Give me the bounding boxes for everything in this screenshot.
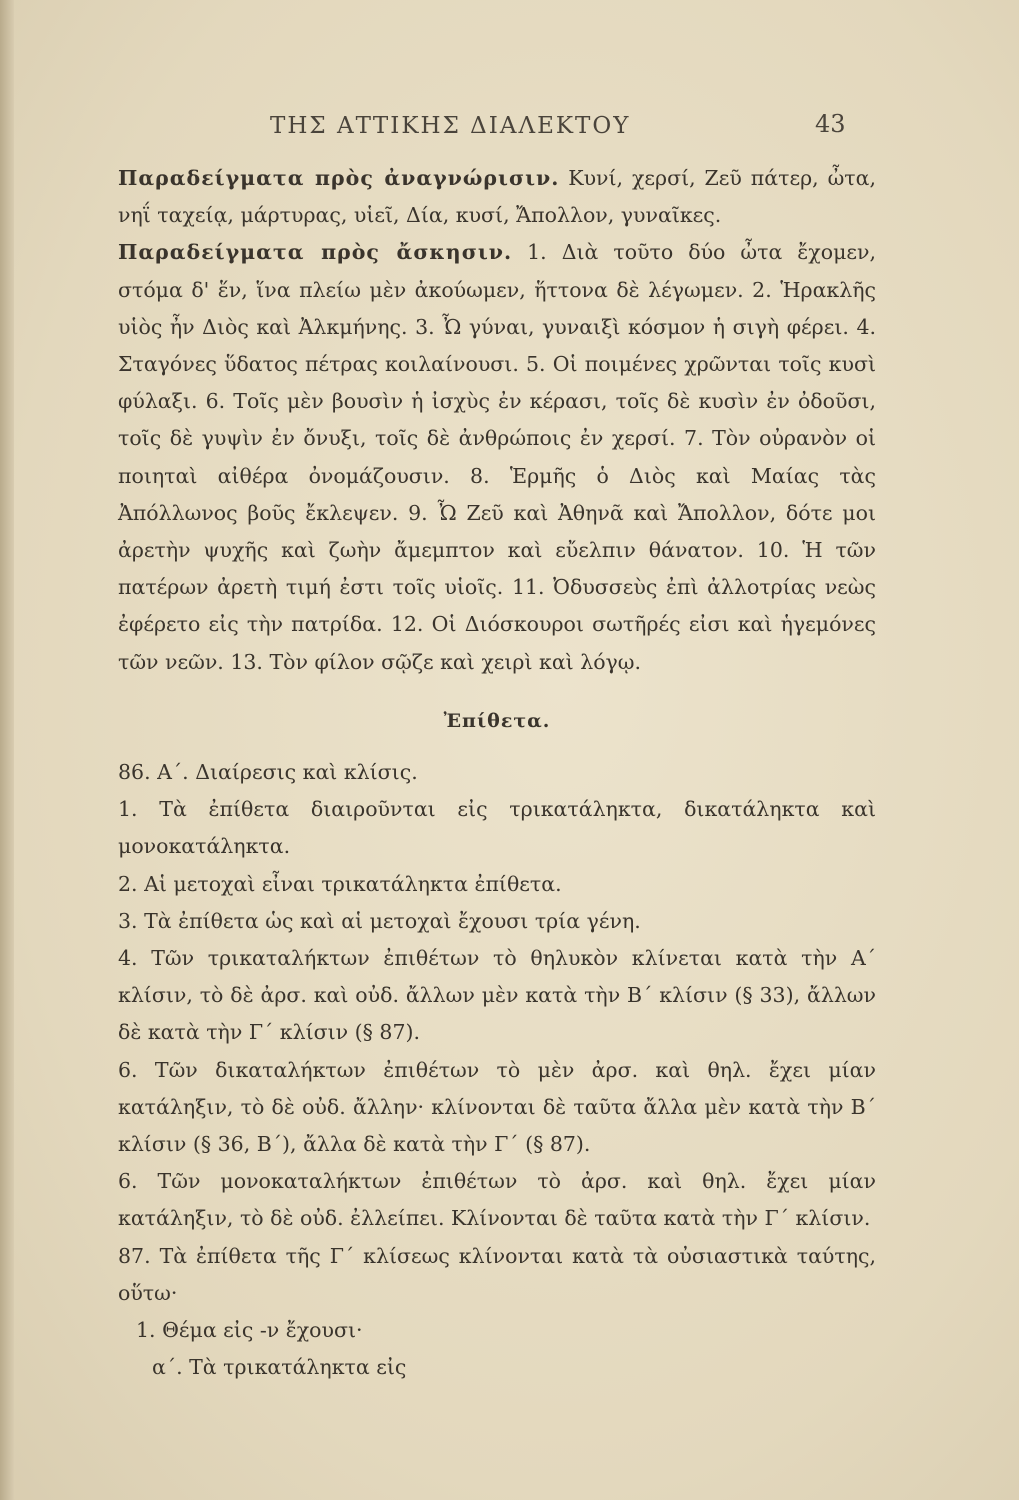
paragraph-rule-1: 1. Τὰ ἐπίθετα διαιροῦνται εἰς τρικατάληκτα, δικατάληκτα καὶ μονοκατάληκτα. <box>118 797 876 859</box>
running-title: ΤΗΣ ΑΤΤΙΚΗΣ ΔΙΑΛΕΚΤΟΥ <box>270 113 631 139</box>
exercise-heading: Παραδείγματα πρὸς ἄσκησιν. <box>118 240 513 265</box>
section-title: Ἐπίθετα. <box>443 709 551 732</box>
page-body <box>118 160 876 1387</box>
paragraph-87: 87. Τὰ ἐπίθετα τῆς Γ΄ κλίσεως κλίνονται κατὰ τὰ οὐσιαστικὰ ταύτης, οὕτω· <box>118 1243 876 1305</box>
exercise-text: 1. Διὰ τοῦτο δύο ὦτα ἔχομεν, στόμα δ' ἕν, ἵνα πλείω μὲν ἀκούωμεν, ἥττονα δὲ λέγωμεν. 2. Ἡρακλῆς υἱὸς ἦν Διὸς καὶ Ἀλκμήνης. 3. Ὦ γύναι, γυναιξὶ κόσμον ἡ σιγὴ φέρει. 4. Σταγόνες ὕδατος πέτρας κοιλαίνουσι. 5. Οἱ ποιμένες χρῶνται τοῖς κυσὶ φύλαξι. 6. Τοῖς μὲν βουσὶν ἡ ἰσχὺς ἐν κέρασι, τοῖς δὲ κυσὶν ἐν ὀδοῦσι, τοῖς δὲ γυψὶν ἐν ὄνυξι, τοῖς δὲ ἀνθρώποις ἐν χερσί. 7. Τὸν οὐρανὸν οἱ ποιηταὶ αἰθέρα ὀνομάζουσιν. 8. Ἑρμῆς ὁ Διὸς καὶ Μαίας τὰς Ἀπόλλωνος βοῦς ἔκλεψεν. 9. Ὦ Ζεῦ καὶ Ἀθηνᾶ καὶ Ἄπολλον, δότε μοι ἀρετὴν ψυχῆς καὶ ζωὴν ἄμεμπτον καὶ εὔελπιν θάνατον. 10. Ἡ τῶν πατέρων ἀρετὴ τιμή ἐστι τοῖς υἱοῖς. 11. Ὀδυσσεὺς ἐπὶ ἀλλοτρίας νεὼς ἐφέρετο εἰς τὴν πατρίδα. 12. Οἱ Διόσκουροι σωτῆρές εἰσι καὶ ἡγεμόνες τῶν νεῶν. 13. Τὸν φίλον σῷζε καὶ χειρὶ καὶ λόγῳ. <box>118 240 876 674</box>
paragraph-rule-4: 4. Τῶν τρικαταλήκτων ἐπιθέτων τὸ θηλυκὸν κλίνεται κατὰ τὴν Α΄ κλίσιν, τὸ δὲ ἀρσ. καὶ οὐδ. ἄλλων μὲν κατὰ τὴν Β΄ κλίσιν (§ 33), ἄλλων δὲ κατὰ τὴν Γ΄ κλίσιν (§ 87). <box>118 946 876 1045</box>
page-spine-edge <box>0 0 14 1500</box>
reading-examples <box>118 160 876 234</box>
page-number: 43 <box>815 110 846 138</box>
paragraph-rule-2: 2. Αἱ μετοχαὶ εἶναι τρικατάληκτα ἐπίθετα. <box>118 871 562 896</box>
paragraph-rule-6: 6. Τῶν μονοκαταλήκτων ἐπιθέτων τὸ ἀρσ. καὶ θηλ. ἔχει μίαν κατάληξιν, τὸ δὲ οὐδ. ἐλλείπει. Κλίνονται δὲ ταῦτα κατὰ τὴν Γ΄ κλίσιν. <box>118 1169 876 1231</box>
subitem-theme-n: 1. Θέμα εἰς -ν ἔχουσι· <box>136 1318 363 1343</box>
reading-text: Κυνί, χερσί, Ζεῦ πάτερ, ὦτα, νηΐ ταχείᾳ, μάρτυρας, υἱεῖ, Δία, κυσί, Ἄπολλον, γυναῖκες. <box>118 166 876 228</box>
paragraph-86-heading: 86. Α΄. Διαίρεσις καὶ κλίσις. <box>118 760 418 785</box>
exercise-examples <box>118 234 876 680</box>
paragraph-rule-3: 3. Τὰ ἐπίθετα ὡς καὶ αἱ μετοχαὶ ἔχουσι τρία γένη. <box>118 908 641 933</box>
reading-heading: Παραδείγματα πρὸς ἀναγνώρισιν. <box>118 166 560 190</box>
subitem-triconsonant: α΄. Τὰ τρικατάληκτα εἰς <box>152 1355 407 1380</box>
paragraph-rule-5: 6. Τῶν δικαταλήκτων ἐπιθέτων τὸ μὲν ἀρσ. καὶ θηλ. ἔχει μίαν κατάληξιν, τὸ δὲ οὐδ. ἄλλην· κλίνονται δὲ ταῦτα ἄλλα μὲν κατὰ τὴν Β΄ κλίσιν (§ 36, Β΄), ἄλλα δὲ κατὰ τὴν Γ΄ (§ 87). <box>118 1057 876 1157</box>
